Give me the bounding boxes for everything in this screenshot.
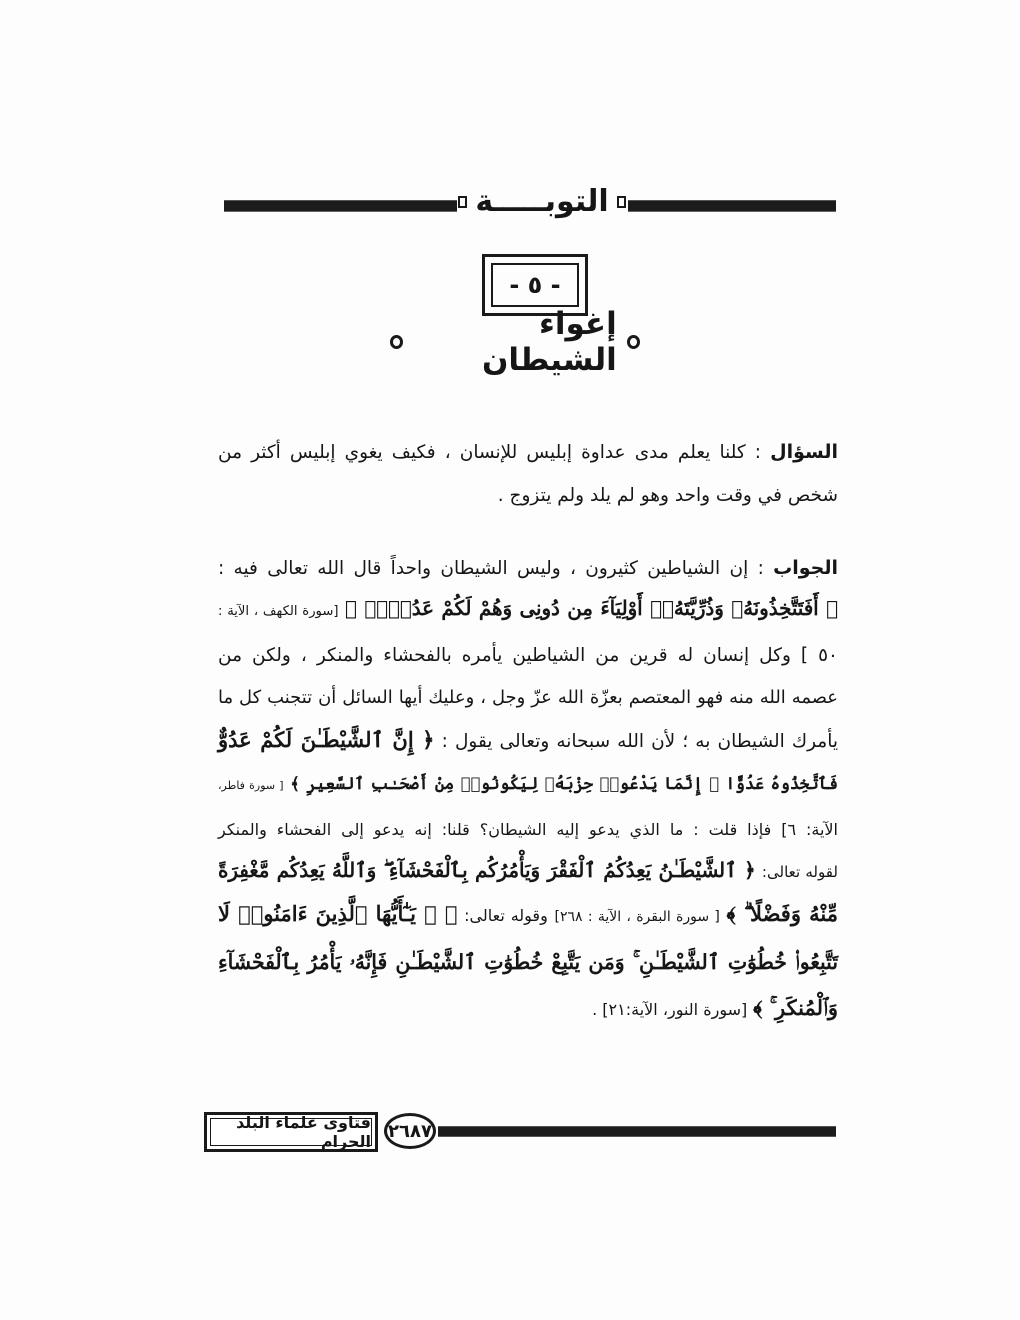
question-text-2: شخص في وقت واحد وهو لم يلد ولم يتزوج . [497,485,838,506]
answer-line-1 [218,548,838,588]
quran-verse: مِّنْهُ وَفَضْلًا ۗ ﴾ [726,901,838,926]
surah-reference: [ سورة فاطر، [218,779,284,792]
answer-text-3: ٥٠ ] وكل إنسان له قرين من الشياطين يأمره بالفحشاء والمنكر ، ولكن من [218,645,838,666]
answer-line-4 [218,678,838,718]
answer-line-10 [218,942,838,982]
page-number: ٢٦٨٧ [384,1113,436,1149]
answer-line-2 [218,588,838,628]
quran-verse: تَتَّبِعُوا۟ خُطُوَٰتِ ٱلشَّيْطَـٰنِ ۚ وَمَن يَتَّبِعْ خُطُوَٰتِ ٱلشَّيْطَـٰنِ فَإِنَّهُۥ يَأْمُرُ بِٱلْفَحْشَآءِ [218,950,838,974]
answer-line-11 [218,988,838,1028]
book-title-box [204,1112,378,1152]
answer-text-1: : إن الشياطين كثيرون ، وليس الشيطان واحداً قال الله تعالى فيه : [218,558,764,579]
circle-ornament-icon [390,335,403,349]
answer-label: الجواب [773,557,838,579]
header-rule-left [224,201,457,211]
answer-text-7: الآية: ٦] فإذا قلت : ما الذي يدعو إليه الشيطان؟ قلنا: إنه يدعو إلى الفحشاء والمنكر [218,820,839,839]
square-ornament-icon [617,196,626,208]
quran-verse: وَٱلْمُنكَرِ ۚ ﴾ [753,995,838,1020]
footer-rule [438,1127,836,1136]
quran-verse: ﴿ أَفَتَتَّخِذُونَهُۥ وَذُرِّيَّتَهُۥٓ أَوْلِيَآءَ مِن دُونِى وَهُمْ لَكُمْ عَدُوٌّۢ ﴾ [345,596,839,620]
circle-ornament-icon [627,335,640,349]
question-text-1: : كلنا يعلم مدى عداوة إبليس للإنسان ، فكيف يغوي إبليس أكثر من [218,442,761,463]
quran-verse: ﴿ إِنَّ ٱلشَّيْطَـٰنَ لَكُمْ عَدُوٌّ [218,727,435,752]
running-header [458,180,626,224]
fatwa-title [390,306,640,378]
fatwa-number: - ٥ - [491,263,579,307]
running-title: التوبـــــة [475,184,609,219]
answer-line-5 [218,720,838,760]
question-line-2 [218,476,838,516]
answer-line-7 [218,810,838,850]
answer-text-8: لقوله تعالى: [761,863,838,881]
answer-line-6 [218,764,838,804]
answer-line-8 [218,850,838,890]
surah-reference: [ سورة البقرة ، الآية : ٢٦٨] [554,909,720,925]
answer-text-5: يأمرك الشيطان به ؛ لأن الله سبحانه وتعالى يقول : [441,731,838,752]
book-title: فتاوى علماء البلد الحرام [210,1118,372,1146]
quran-verse: ﴿ ٱلشَّيْطَـٰنُ يَعِدُكُمُ ٱلْفَقْرَ وَيَأْمُرُكُم بِٱلْفَحْشَآءِ ۖ وَٱللَّهُ يَعِدُكُم مَّغْفِرَةً [218,858,756,882]
fatwa-title-text: إغواء الشيطان [481,306,617,378]
answer-text-4: عصمه الله منه فهو المعتصم بعزّة الله عزّ وجل ، وعليك أيها السائل أن تتجنب كل ما [218,687,838,708]
header-rule-right [628,201,836,211]
surah-reference: [سورة الكهف ، الآية : [218,604,339,619]
quran-verse: ﴿ ۞ يَـٰٓأَيُّهَا ٱلَّذِينَ ءَامَنُوا۟ لَا [218,901,458,926]
question-line-1 [218,432,838,472]
surah-reference: [سورة النور، الآية:٢١] . [592,1000,748,1019]
question-label: السؤال [770,441,838,463]
quran-verse: فَٱتَّخِذُوهُ عَدُوًّا ۚ إِنَّمَا يَدْعُوا۟ حِزْبَهُۥ لِيَكُونُوا۟ مِنْ أَصْحَـٰبِ ٱلسَّعِيرِ ﴾ [290,774,838,793]
answer-line-3 [218,636,838,676]
answer-line-9 [218,894,838,934]
answer-text-9: وقوله تعالى: [464,906,548,925]
square-ornament-icon [458,196,467,208]
